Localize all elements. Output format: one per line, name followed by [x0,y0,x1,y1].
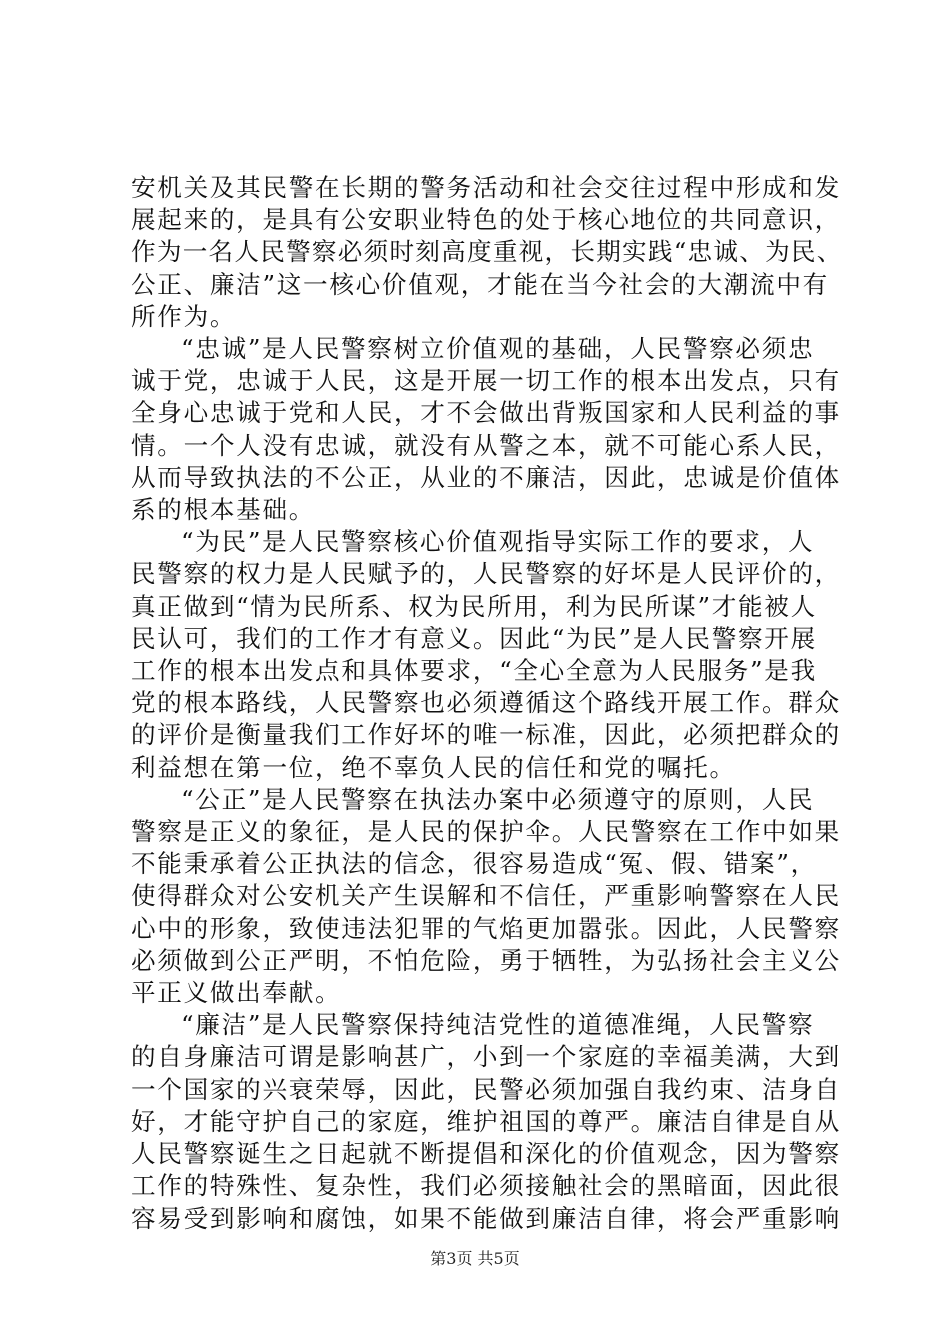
text-line: 的自身廉洁可谓是影响甚广，小到一个家庭的幸福美满，大到 [131,1042,841,1072]
text-line: 展起来的，是具有公安职业特色的处于核心地位的共同意识， [131,205,841,235]
text-line: 民认可，我们的工作才有意义。因此“为民”是人民警察开展 [131,623,817,653]
text-line: 所作为。 [131,301,237,331]
paragraph-first-line: “为民”是人民警察核心价值观指导实际工作的要求，人 [181,527,815,557]
text-line: 全身心忠诚于党和人民，才不会做出背叛国家和人民利益的事 [131,398,841,428]
text-line: 工作的特殊性、复杂性，我们必须接触社会的黑暗面，因此很 [131,1171,841,1201]
text-line: 平正义做出奉献。 [131,978,342,1008]
text-line: 安机关及其民警在长期的警务活动和社会交往过程中形成和发 [131,173,841,202]
text-line: 作为一名人民警察必须时刻高度重视，长期实践“忠诚、为民、 [131,237,843,267]
text-line: 必须做到公正严明，不怕危险，勇于牺牲，为弘扬社会主义公 [131,945,841,975]
text-line: 一个国家的兴衰荣辱，因此，民警必须加强自我约束、洁身自 [131,1074,841,1104]
text-line: 利益想在第一位，绝不辜负人民的信任和党的嘱托。 [131,752,736,782]
text-line: 警察是正义的象征，是人民的保护伞。人民警察在工作中如果 [131,817,841,847]
text-line: 心中的形象，致使违法犯罪的气焰更加嚣张。因此，人民警察 [131,913,841,943]
text-line: 民警察的权力是人民赋予的，人民警察的好坏是人民评价的， [131,559,841,589]
text-line: 容易受到影响和腐蚀，如果不能做到廉洁自律，将会严重影响 [131,1203,841,1233]
paragraph-first-line: “廉洁”是人民警察保持纯洁党性的道德准绳，人民警察 [181,1010,815,1040]
paragraph-first-line: “公正”是人民警察在执法办案中必须遵守的原则，人民 [181,784,815,814]
text-line: 使得群众对公安机关产生误解和不信任，严重影响警察在人民 [131,881,841,911]
text-line: 情。一个人没有忠诚，就没有从警之本，就不可能心系人民， [131,430,841,460]
page-footer: 第3页 共5页 [430,1249,520,1268]
text-line: 公正、廉洁”这一核心价值观，才能在当今社会的大潮流中有 [131,269,829,299]
text-line: 不能秉承着公正执法的信念，很容易造成“冤、假、错案”， [131,849,817,879]
text-line: 诚于党，忠诚于人民，这是开展一切工作的根本出发点，只有 [131,366,841,396]
text-line: 真正做到“情为民所系、权为民所用，利为民所谋”才能被人 [131,591,817,621]
text-line: 的评价是衡量我们工作好坏的唯一标准，因此，必须把群众的 [131,720,841,750]
text-line: 好，才能守护自己的家庭，维护祖国的尊严。廉洁自律是自从 [131,1106,841,1136]
document-body [131,172,846,1235]
paragraph-first-line: “忠诚”是人民警察树立价值观的基础，人民警察必须忠 [181,334,815,364]
text-line: 工作的根本出发点和具体要求，“全心全意为人民服务”是我 [131,656,817,686]
text-line: 人民警察诞生之日起就不断提倡和深化的价值观念，因为警察 [131,1139,841,1169]
text-line: 党的根本路线，人民警察也必须遵循这个路线开展工作。群众 [131,688,841,718]
text-line: 从而导致执法的不公正，从业的不廉洁，因此，忠诚是价值体 [131,462,841,492]
text-line: 系的根本基础。 [131,495,316,525]
